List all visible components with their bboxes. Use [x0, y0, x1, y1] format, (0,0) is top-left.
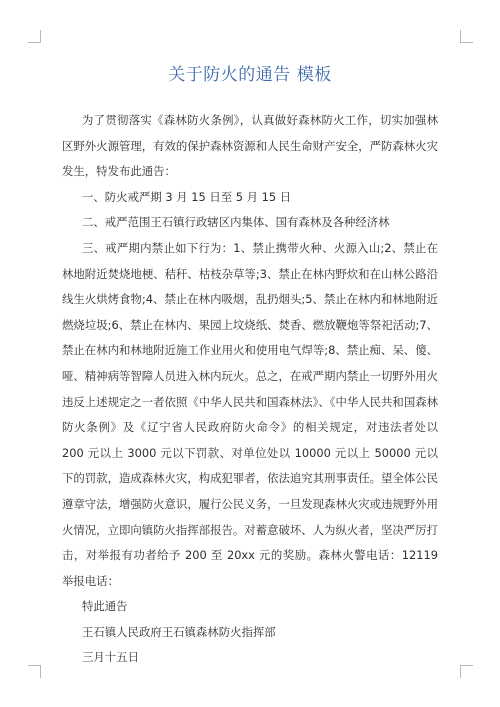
notice-line: 特此通告 — [82, 599, 128, 614]
date-line: 三月十五日 — [82, 650, 139, 665]
document-title: 关于防火的通告 模板 — [168, 65, 332, 85]
document-body — [62, 108, 438, 671]
item-one-paragraph: 一、防火戒严期 3 月 15 日至 5 月 15 日 — [82, 189, 292, 204]
intro-paragraph: 为了贯彻落实《森林防火条例》，认真做好森林防火工作，切实加强林区野外火源管理，有效的保护森林资源和人民生命财产安全，严防森林火灾发生，特发布此通告： — [62, 113, 438, 179]
corner-mark-top-right — [460, 30, 473, 43]
item-two-paragraph: 二、戒严范围王石镇行政辖区内集体、国有森林及各种经济林 — [82, 215, 390, 230]
issuer-line: 王石镇人民政府王石镇森林防火指挥部 — [82, 624, 276, 639]
corner-mark-top-left — [28, 30, 41, 43]
corner-mark-bottom-right — [460, 665, 473, 678]
corner-mark-bottom-left — [28, 665, 41, 678]
item-three-paragraph: 三、戒严期内禁止如下行为：1、禁止携带火种、火源入山;2、禁止在林地附近焚烧地梗、秸秆、枯枝杂草等;3、禁止在林内野炊和在山林公路沿线生火烘烤食物;4、禁止在林内吸烟，乱扔烟头;5、禁止在林内和林地附近燃烧垃圾;6、禁止在林内、果园上坟烧纸、焚香、燃放鞭炮等祭祀活动;7、禁止在林内和林地附近施工作业用火和使用电气焊等;8、禁止痴、呆、傻、哑、精神病等智障人员进入林内玩火。总之，在戒严期内禁止一切野外用火违反上述规定之一者依照《中华人民共和国森林法》、《中华人民共和国森林防火条例》及《辽宁省人民政府防火命令》的相关规定，对违法者处以 200 元以上 3000 元以下罚款、对单位处以 10000 元以上 50000 元以下的罚款，造成森林火灾，构成犯罪者，依法追究其刑事责任。望全体公民遵章守法，增强防火意识，履行公民义务，一旦发现森林火灾或违规野外用火情况，立即向镇防火指挥部报告。对蓄意破坏、人为纵火者，坚决严厉打击，对举报有功者给予 200 至 20xx 元的奖励。森林火警电话：12119 举报电话： — [62, 240, 438, 588]
